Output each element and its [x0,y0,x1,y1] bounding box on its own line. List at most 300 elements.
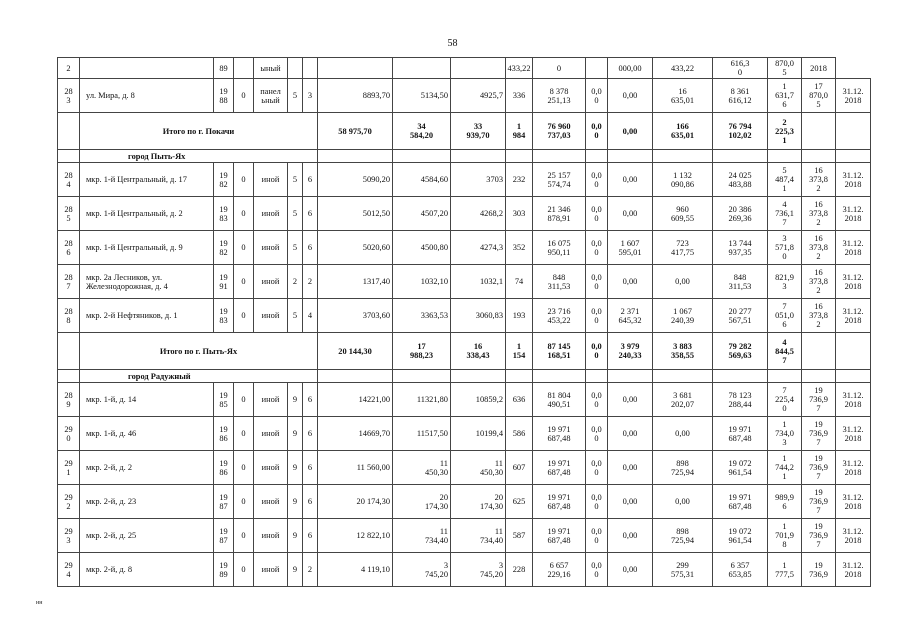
cell-value: 19 736,9 [809,560,828,579]
cell-value: 5020,60 [362,243,390,252]
total-cell [318,333,393,370]
cell-value: мкр. 2-й, д. 2 [86,463,133,472]
cell-value: иной [261,209,280,218]
data-cell [802,58,836,79]
data-cell [318,519,393,553]
cell-value: мкр. 2-й, д. 23 [86,497,137,506]
total-cell [586,333,608,370]
cell-value: 25 157 574,74 [547,170,571,189]
total-cell [393,113,451,150]
data-cell [533,79,586,113]
cell-value: иной [261,277,280,286]
data-cell [288,79,303,113]
cell-value: 0,0 0 [591,204,602,223]
total-cell [836,113,871,150]
cell-value: 20 386 269,36 [728,204,752,223]
cell-value: 0,00 [622,277,638,286]
empty-cell [608,370,653,383]
data-cell [303,58,318,79]
row-number-cell [58,451,80,485]
data-cell [802,197,836,231]
cell-value: мкр. 2а Лесников, ул. Железнодорожная, д. 4 [86,272,168,291]
data-cell [608,451,653,485]
cell-value: 3 745,20 [424,560,448,579]
data-cell [288,197,303,231]
cell-value: 19 83 [219,306,228,325]
cell-value: 4507,20 [420,209,448,218]
cell-value: 19 88 [219,86,228,105]
total-value: 79 282 569,63 [728,342,752,360]
total-value: 58 975,70 [338,126,372,136]
data-cell [451,417,506,451]
total-value: 76 794 102,02 [728,122,752,140]
cell-value: 0,0 0 [591,86,602,105]
cell-value: 0,00 [622,395,638,404]
cell-value: 11 734,40 [479,526,503,545]
data-cell [768,383,802,417]
city-name-text: город Радужный [128,371,191,381]
cell-value: 16 373,8 2 [809,166,828,193]
total-value: 2 225,3 1 [775,117,794,145]
data-cell [653,163,713,197]
data-cell [393,197,451,231]
table-row [58,519,871,553]
data-cell [533,265,586,299]
cell-value: 6 [307,497,313,506]
cell-value: 2 [292,277,298,286]
cell-value: 23 716 453,22 [547,306,571,325]
cell-value: 2 [66,63,71,73]
data-cell [836,519,871,553]
cell-value: мкр. 1-й Центральный, д. 2 [86,209,183,218]
cell-value: 31.12. 2018 [842,170,864,189]
cell-value: 6 [307,463,313,472]
data-cell [533,58,586,79]
cell-value: 299 575,31 [670,560,695,579]
city-header-row [58,370,871,383]
cell-value: 19 971 687,48 [547,526,571,545]
cell-value: 0,00 [675,497,690,506]
cell-value: 1 631,7 6 [775,82,794,109]
data-cell [451,485,506,519]
cell-value: 3 [307,91,313,100]
data-cell [214,265,234,299]
cell-value: 81 804 490,51 [547,390,571,409]
cell-value: 31.12. 2018 [842,390,864,409]
total-label [80,113,318,150]
cell-value: 3703 [486,175,503,184]
cell-value: 16 635,01 [670,86,695,105]
data-cell [768,299,802,333]
cell-value: 28 6 [64,238,73,257]
data-cell [653,485,713,519]
total-value: 0,00 [622,126,638,136]
data-cell [836,451,871,485]
row-number-cell [58,58,80,79]
data-cell [451,451,506,485]
cell-value: 9 [292,531,298,540]
data-cell [653,417,713,451]
cell-value: 31.12. 2018 [842,458,864,477]
data-cell [318,553,393,587]
table-row [58,417,871,451]
cell-value: 11 734,40 [424,526,448,545]
cell-value: ыный [260,63,281,73]
data-cell [836,79,871,113]
cell-value: 5 [292,175,298,184]
data-cell [393,163,451,197]
data-cell [506,485,533,519]
data-cell [318,417,393,451]
cell-value: 1 607 595,01 [618,238,642,257]
cell-value: 0,00 [622,209,638,218]
table-row [58,197,871,231]
cell-value: 0,0 0 [591,458,602,477]
cell-value: 4584,60 [420,175,448,184]
cell-value: 8893,70 [362,91,390,100]
data-cell [713,451,768,485]
data-cell [506,417,533,451]
cell-value: 0,0 0 [591,390,602,409]
cell-value: 607 [512,463,526,472]
cell-value: 29 0 [64,424,73,443]
table-row [58,58,871,79]
total-value: 0,0 0 [591,342,602,360]
data-cell [214,58,234,79]
cell-value: иной [261,311,280,320]
total-value: 20 144,30 [338,346,372,356]
table-row [58,163,871,197]
cell-value: 960 609,55 [670,204,695,223]
total-cell [653,333,713,370]
cell-value: 29 1 [64,458,73,477]
cell-value: 1 734,0 3 [775,420,794,447]
data-cell [288,163,303,197]
data-cell [288,265,303,299]
data-cell [533,299,586,333]
data-cell [451,553,506,587]
cell-value: 16 075 950,11 [547,238,571,257]
data-cell [234,58,254,79]
total-label-text: Итого по г. Пыть-Ях [159,346,238,356]
cell-value: 193 [512,311,526,320]
cell-value: 6 [307,209,313,218]
cell-value: 28 3 [64,86,73,105]
data-cell [506,299,533,333]
address-cell [80,299,214,333]
row-number-cell [58,113,80,150]
data-cell [836,197,871,231]
cell-value: 5 [292,311,298,320]
cell-value: 5 [292,243,298,252]
cell-value: 31.12. 2018 [842,424,864,443]
cell-value: 5 [292,91,298,100]
empty-cell [586,370,608,383]
data-cell [533,383,586,417]
empty-cell [533,150,586,163]
data-cell [586,451,608,485]
cell-value: 625 [512,497,526,506]
data-cell [586,383,608,417]
empty-cell [506,370,533,383]
cell-value: 6 [307,175,313,184]
data-cell [318,485,393,519]
cell-value: 0,00 [622,531,638,540]
address-cell [80,197,214,231]
cell-value: 0 [241,531,246,540]
cell-value: 0,0 0 [591,560,602,579]
cell-value: 89 [219,63,228,73]
data-cell [506,451,533,485]
data-cell [288,485,303,519]
empty-cell [836,370,871,383]
data-cell [254,265,288,299]
cell-value: 19 86 [219,458,228,477]
data-cell [713,197,768,231]
address-cell [80,451,214,485]
cell-value: 31.12. 2018 [842,238,864,257]
cell-value: 74 [514,277,524,286]
data-cell [802,451,836,485]
data-cell [802,79,836,113]
cell-value: 12 822,10 [356,531,390,540]
data-cell [802,553,836,587]
data-cell [254,451,288,485]
cell-value: 19 072 961,54 [728,458,752,477]
row-number-cell [58,333,80,370]
cell-value: мкр. 1-й, д. 46 [86,429,137,438]
data-cell [451,163,506,197]
data-cell [234,485,254,519]
data-cell [802,383,836,417]
cell-value: 870,0 5 [775,59,794,77]
data-cell [802,485,836,519]
cell-value: 3703,60 [362,311,390,320]
data-cell [533,231,586,265]
data-cell [653,299,713,333]
cell-value: 19 85 [219,390,228,409]
data-cell [214,519,234,553]
data-cell [288,553,303,587]
row-number-cell [58,299,80,333]
total-value: 166 635,01 [670,122,695,140]
data-cell [234,417,254,451]
data-cell [533,451,586,485]
data-cell [393,485,451,519]
cell-value: 10859,2 [475,395,503,404]
cell-value: 1032,1 [479,277,503,286]
data-cell [836,485,871,519]
cell-value: 11 450,30 [424,458,448,477]
data-cell [393,299,451,333]
cell-value: 0,0 0 [591,170,602,189]
data-cell [393,553,451,587]
data-cell [254,163,288,197]
cell-value: 0 [241,91,246,100]
cell-value: 0,0 0 [591,424,602,443]
data-cell [836,383,871,417]
data-cell [608,79,653,113]
data-cell [451,265,506,299]
cell-value: 228 [512,565,526,574]
data-cell [836,417,871,451]
cell-value: 0 [241,395,246,404]
cell-value: иной [261,175,280,184]
cell-value: 6 [307,429,313,438]
total-cell [713,113,768,150]
data-cell [451,383,506,417]
data-cell [214,417,234,451]
data-cell [234,299,254,333]
cell-value: 0,0 0 [591,306,602,325]
cell-value: 4500,80 [420,243,448,252]
cell-value: 0,00 [622,429,638,438]
row-number-cell [58,79,80,113]
data-cell [303,197,318,231]
data-cell [214,197,234,231]
cell-value: 821,9 3 [775,272,794,291]
data-cell [533,197,586,231]
empty-cell [608,150,653,163]
cell-value: иной [261,395,280,404]
cell-value: 6 [307,243,313,252]
cell-value: 336 [512,91,526,100]
data-cell [214,383,234,417]
total-cell [653,113,713,150]
cell-value: 0 [241,429,246,438]
data-cell [608,383,653,417]
data-cell [768,485,802,519]
empty-cell [506,150,533,163]
empty-cell [802,150,836,163]
address-cell [80,163,214,197]
total-cell [318,113,393,150]
cell-value: 16 373,8 2 [809,200,828,227]
address-cell [80,485,214,519]
empty-cell [318,370,393,383]
data-cell [713,299,768,333]
total-cell [393,333,451,370]
cell-value: 1032,10 [420,277,448,286]
data-cell [288,519,303,553]
cell-value: 4268,2 [479,209,503,218]
total-label [80,333,318,370]
cell-value: иной [261,463,280,472]
cell-value: иной [261,565,280,574]
cell-value: 9 [292,565,298,574]
cell-value: 19 971 687,48 [547,492,571,511]
cell-value: 723 417,75 [670,238,695,257]
total-cell [713,333,768,370]
cell-value: 5 [292,209,298,218]
data-cell [653,519,713,553]
cell-value: 848 311,53 [728,272,752,291]
row-number-cell [58,383,80,417]
data-cell [234,79,254,113]
data-cell [234,383,254,417]
cell-value: 4274,3 [479,243,503,252]
empty-cell [393,150,451,163]
table-row [58,299,871,333]
cell-value: 19 86 [219,424,228,443]
cell-value: 7 051,0 6 [775,302,794,329]
cell-value: 19 971 687,48 [728,424,752,443]
cell-value: 0 [241,565,246,574]
cell-value: 0,00 [675,277,690,286]
data-cell [214,231,234,265]
data-cell [802,231,836,265]
data-cell [254,58,288,79]
empty-cell [768,150,802,163]
cell-value: 31.12. 2018 [842,526,864,545]
cell-value: 3 681 202,07 [670,390,695,409]
total-cell [451,113,506,150]
cell-value: 0,0 0 [591,492,602,511]
cell-value: 29 2 [64,492,73,511]
total-value: 4 844,5 7 [775,337,794,365]
cell-value: 0 [241,209,246,218]
data-cell [393,451,451,485]
cell-value: 11321,80 [416,395,448,404]
address-cell [80,417,214,451]
data-cell [393,58,451,79]
cell-value: мкр. 2-й, д. 25 [86,531,137,540]
cell-value: 5012,50 [362,209,390,218]
cell-value: 0,0 0 [591,526,602,545]
data-cell [303,163,318,197]
cell-value: иной [261,243,280,252]
data-cell [214,451,234,485]
cell-value: 19 072 961,54 [728,526,752,545]
cell-value: 0 [241,277,246,286]
data-cell [451,79,506,113]
address-cell [80,519,214,553]
total-cell [451,333,506,370]
cell-value: 31.12. 2018 [842,492,864,511]
cell-value: ул. Мира, д. 8 [86,91,135,100]
cell-value: 19 971 687,48 [728,492,752,511]
row-number-cell [58,417,80,451]
cell-value: 28 8 [64,306,73,325]
total-cell [533,113,586,150]
cell-value: 19 91 [219,272,228,291]
data-cell [586,58,608,79]
city-name [80,370,318,383]
cell-value: мкр. 2-й Нефтяников, д. 1 [86,311,178,320]
cell-value: 19 971 687,48 [547,458,571,477]
data-cell [586,231,608,265]
data-cell [214,553,234,587]
data-cell [506,231,533,265]
cell-value: 636 [512,395,526,404]
data-cell [608,299,653,333]
row-number-cell [58,197,80,231]
cell-value: 0 [241,175,246,184]
cell-value: 29 3 [64,526,73,545]
total-cell [533,333,586,370]
cell-value: 1 701,9 8 [775,522,794,549]
row-number-cell [58,231,80,265]
cell-value: панел ьный [260,86,281,105]
total-value: 3 883 358,55 [670,342,695,360]
cell-value: 989,9 6 [775,492,794,511]
total-label-text: Итого по г. Покачи [162,126,235,136]
data-cell [254,485,288,519]
cell-value: 0,00 [622,175,638,184]
cell-value: 2018 [810,63,827,73]
table-row [58,553,871,587]
cell-value: 2 [307,565,313,574]
